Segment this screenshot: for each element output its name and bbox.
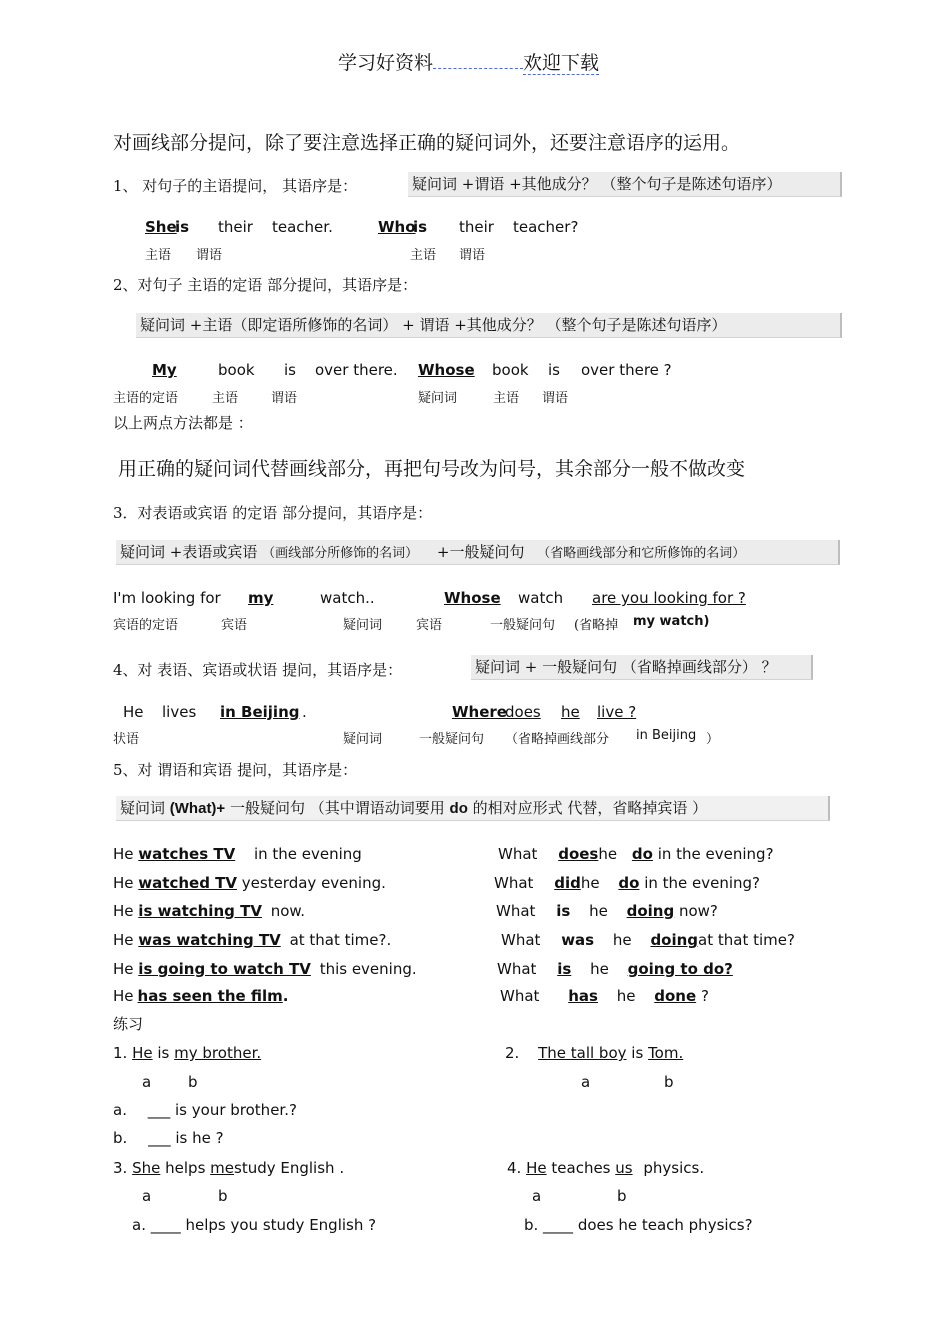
s5-rule	[116, 796, 830, 821]
s1-ex-teacher1: teacher.	[272, 218, 333, 236]
q3-part-b: me	[210, 1159, 235, 1177]
q-aux: was	[561, 931, 595, 949]
pair-rest: in the evening	[253, 845, 362, 863]
s3-rule-c: +一般疑问句	[436, 543, 525, 561]
s4-label-1: 状语	[113, 732, 140, 747]
pair-question	[496, 902, 718, 920]
s3-label-1: 宾语的定语	[113, 618, 179, 633]
s2-rule: 疑问词 +主语（即定语所修饰的名词） + 谓语 +其他成分？ （整个句子是陈述句语序）	[136, 313, 842, 338]
s3-ex-watch1: watch..	[320, 589, 375, 607]
q-rest: ?	[700, 987, 709, 1005]
pair-statement	[113, 960, 417, 978]
s4-ex-he: He	[123, 703, 144, 721]
s1-ex-who: Who	[378, 218, 416, 236]
s4-ex-where: Where	[452, 703, 507, 721]
q-subject: he	[589, 902, 608, 920]
s4-label-6: ）	[706, 732, 720, 747]
s2-ex-book1: book	[218, 361, 255, 379]
q-what: What	[496, 902, 536, 920]
s3-ex-looking: I'm looking for	[113, 589, 221, 607]
s2-label-3: 谓语	[271, 391, 298, 406]
s5-rule-e: 的相对应形式 代替，省略掉宾语 ）	[472, 799, 708, 817]
q1-answer-a-text: ___ is your brother.?	[147, 1101, 297, 1119]
pair-underlined: watches TV	[138, 845, 236, 863]
q-subject: he	[580, 874, 600, 892]
header-left: 学习好资料	[338, 52, 434, 74]
practice-q1	[113, 1044, 261, 1062]
s4-ex-beijing: in Beijing	[220, 703, 300, 721]
q-subject: he	[598, 845, 618, 863]
q4-verb: teaches	[551, 1159, 611, 1177]
s2-ex-whose: Whose	[418, 361, 475, 379]
pair-subject: He	[113, 845, 134, 863]
practice-title: 练习	[113, 1015, 144, 1033]
q3-answer: a. ____ helps you study English ?	[132, 1216, 377, 1234]
q-aux: is	[556, 902, 571, 920]
pair-underlined: is going to watch TV	[138, 960, 311, 978]
q-verb: do	[631, 845, 653, 863]
q3-rest: study English .	[234, 1159, 345, 1177]
s3-ex-my: my	[248, 589, 274, 607]
s2-ex-overthere2: over there ?	[581, 361, 672, 379]
q-verb: doing	[626, 902, 675, 920]
s2-label-2: 主语	[212, 391, 239, 406]
s2-label-1: 主语的定语	[113, 391, 179, 406]
s4-label-4: （省略掉画线部分	[505, 732, 610, 747]
s4-label-2: 疑问词	[343, 732, 383, 747]
summary-text: 用正确的疑问词代替画线部分，再把句号改为问号，其余部分一般不做改变	[118, 458, 746, 480]
pair-rest: .	[282, 987, 289, 1005]
q1-answer-b-label: b.	[113, 1129, 128, 1147]
q-verb: do	[618, 874, 640, 892]
practice-q3	[113, 1159, 344, 1177]
q4-label-a: a	[532, 1187, 542, 1205]
pair-question	[501, 931, 795, 949]
q1-num: 1.	[113, 1044, 128, 1062]
q-subject: he	[612, 931, 632, 949]
s4-ex-dot: .	[302, 703, 307, 721]
q4-rest: physics.	[643, 1159, 705, 1177]
s3-label-5: 一般疑问句	[490, 618, 556, 633]
s1-ex-teacher2: teacher?	[513, 218, 579, 236]
s2-ex-book2: book	[492, 361, 529, 379]
s2-title: 2、对句子 主语的定语 部分提问，其语序是：	[113, 276, 418, 294]
pair-question	[494, 874, 760, 892]
s3-label-3: 疑问词	[343, 618, 383, 633]
pair-underlined: is watching TV	[138, 902, 262, 920]
s3-ex-watch2: watch	[518, 589, 564, 607]
pair-question	[500, 987, 709, 1005]
pair-subject: He	[113, 902, 134, 920]
header-right: 欢迎下载	[523, 52, 600, 74]
q2-verb: is	[631, 1044, 644, 1062]
q2-num: 2.	[505, 1044, 520, 1062]
q-rest: at that time?	[698, 931, 795, 949]
pair-underlined: has seen the film	[137, 987, 283, 1005]
q4-part-b: us	[615, 1159, 633, 1177]
s4-title: 4、对 表语、宾语或状语 提问，其语序是：	[113, 661, 403, 679]
s5-rule-a: 疑问词	[120, 799, 170, 817]
page-header	[338, 48, 599, 75]
q1-part-a: He	[132, 1044, 153, 1062]
s4-ex-lives: lives	[162, 703, 197, 721]
q-what: What	[498, 845, 538, 863]
s5-rule-c: 一般疑问句 （其中谓语动词要用	[225, 799, 445, 817]
pair-question	[498, 845, 774, 863]
s1-ex-their2: their	[459, 218, 494, 236]
s1-ex-is1: is	[175, 218, 190, 236]
q1-label-b: b	[188, 1073, 198, 1091]
s4-ex-live: live ?	[597, 703, 637, 721]
s2-ex-is1: is	[284, 361, 296, 379]
s3-ex-question: are you looking for ?	[592, 589, 746, 607]
q4-answer: b. ____ does he teach physics?	[524, 1216, 753, 1234]
s2-label-6: 谓语	[542, 391, 569, 406]
s1-title: 1、 对句子的主语提问， 其语序是：	[113, 177, 358, 195]
s3-rule-a: 疑问词 +表语或宾语	[120, 543, 258, 561]
s3-rule-b: （画线部分所修饰的名词）	[262, 546, 419, 561]
s4-label-5: in Beijing	[636, 728, 697, 743]
q-verb: going to do?	[627, 960, 733, 978]
q1-verb: is	[157, 1044, 170, 1062]
pair-statement	[113, 902, 305, 920]
q3-label-b: b	[218, 1187, 228, 1205]
s1-label-1: 主语	[145, 248, 172, 263]
pair-rest: yesterday evening.	[241, 874, 386, 892]
summary-intro: 以上两点方法都是 ：	[113, 414, 253, 432]
q4-part-a: He	[526, 1159, 547, 1177]
q-aux: does	[558, 845, 599, 863]
q1-answer-b	[113, 1129, 224, 1147]
s3-label-4: 宾语	[416, 618, 443, 633]
s1-ex-she: She	[145, 218, 177, 236]
s3-label-6: (省略掉	[574, 618, 619, 633]
q2-part-b: Tom.	[648, 1044, 684, 1062]
q4-num: 4.	[507, 1159, 522, 1177]
pair-subject: He	[113, 987, 134, 1005]
q1-answer-a-label: a.	[113, 1101, 127, 1119]
q3-label-a: a	[142, 1187, 152, 1205]
pair-rest: at that time?.	[289, 931, 392, 949]
intro-text: 对画线部分提问，除了要注意选择正确的疑问词外，还要注意语序的运用。	[113, 132, 741, 154]
practice-q4	[507, 1159, 704, 1177]
q2-label-a: a	[581, 1073, 591, 1091]
pair-question	[497, 960, 733, 978]
s2-ex-is2: is	[548, 361, 560, 379]
q3-verb: helps	[165, 1159, 206, 1177]
s5-rule-b: (What)+	[169, 800, 226, 817]
s2-label-4: 疑问词	[418, 391, 458, 406]
practice-q2	[505, 1044, 683, 1062]
s3-label-2: 宾语	[221, 618, 248, 633]
q3-part-a: She	[132, 1159, 161, 1177]
pair-subject: He	[113, 874, 134, 892]
s1-label-4: 谓语	[459, 248, 486, 263]
q2-label-b: b	[664, 1073, 674, 1091]
q-aux: did	[554, 874, 581, 892]
pair-statement	[113, 845, 362, 863]
q-rest: now?	[678, 902, 718, 920]
q1-label-a: a	[142, 1073, 152, 1091]
pair-statement	[113, 931, 391, 949]
header-divider	[433, 68, 523, 69]
q-what: What	[500, 987, 540, 1005]
pair-statement	[113, 874, 386, 892]
s5-rule-d: do	[449, 800, 468, 817]
s1-label-3: 主语	[410, 248, 437, 263]
s1-ex-their1: their	[218, 218, 253, 236]
q-what: What	[497, 960, 537, 978]
s1-label-2: 谓语	[196, 248, 223, 263]
q2-part-a: The tall boy	[538, 1044, 627, 1062]
s2-ex-overthere1: over there.	[315, 361, 398, 379]
q-verb: done	[654, 987, 697, 1005]
q-subject: he	[616, 987, 636, 1005]
pair-statement	[113, 987, 288, 1005]
q1-part-b: my brother.	[174, 1044, 262, 1062]
q-verb: doing	[650, 931, 699, 949]
s1-ex-is2: is	[413, 218, 428, 236]
pair-subject: He	[113, 960, 134, 978]
q-what: What	[494, 874, 534, 892]
s5-title: 5、对 谓语和宾语 提问，其语序是：	[113, 761, 358, 779]
s3-rule	[116, 540, 840, 565]
q1-answer-a	[113, 1101, 297, 1119]
q-aux: has	[568, 987, 598, 1005]
s3-title: 3．对表语或宾语 的定语 部分提问，其语序是：	[113, 504, 433, 522]
q-subject: he	[590, 960, 609, 978]
q-what: What	[501, 931, 541, 949]
q-rest: in the evening?	[644, 874, 761, 892]
s4-ex-he2: he	[561, 703, 580, 721]
pair-underlined: watched TV	[138, 874, 237, 892]
s3-ex-whose: Whose	[444, 589, 501, 607]
s3-rule-d: （省略画线部分和它所修饰的名词）	[537, 546, 746, 561]
q4-label-b: b	[617, 1187, 627, 1205]
s2-label-5: 主语	[493, 391, 520, 406]
q3-num: 3.	[113, 1159, 128, 1177]
s4-label-3: 一般疑问句	[419, 732, 485, 747]
q-rest: in the evening?	[657, 845, 774, 863]
s4-ex-does: does	[505, 703, 541, 721]
pair-underlined: was watching TV	[138, 931, 281, 949]
q1-answer-b-text: ___ is he ?	[148, 1129, 224, 1147]
pair-rest: now.	[270, 902, 306, 920]
pair-rest: this evening.	[319, 960, 417, 978]
s3-label-7: my watch)	[633, 614, 710, 629]
pair-subject: He	[113, 931, 134, 949]
s4-rule: 疑问词 + 一般疑问句 （省略掉画线部分） ？	[471, 655, 813, 680]
q-aux: is	[557, 960, 572, 978]
s1-rule: 疑问词 +谓语 +其他成分？ （整个句子是陈述句语序）	[408, 172, 842, 197]
s2-ex-my: My	[152, 361, 177, 379]
